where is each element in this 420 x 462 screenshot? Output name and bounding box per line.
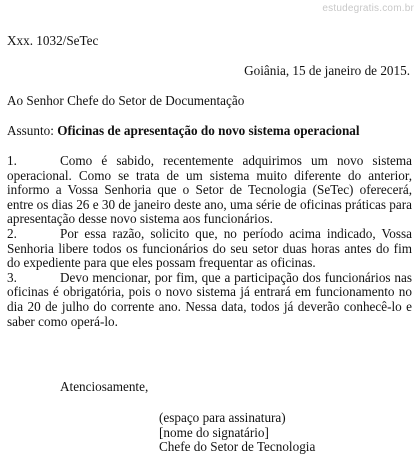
signature-space: (espaço para assinatura) bbox=[159, 410, 286, 425]
signatory-name: [nome do signatário] bbox=[159, 424, 269, 440]
addressee: Ao Senhor Chefe do Setor de Documentação bbox=[7, 93, 245, 108]
paragraph-number: 1. bbox=[7, 153, 17, 168]
paragraph-number: 3. bbox=[7, 269, 17, 285]
place-date: Goiânia, 15 de janeiro de 2015. bbox=[244, 63, 410, 78]
paragraph-number: 2. bbox=[7, 225, 17, 241]
paragraph-3 bbox=[7, 271, 412, 329]
document-reference: Xxx. 1032/SeTec bbox=[7, 33, 99, 48]
watermark: estudegratis.com.br bbox=[322, 3, 414, 14]
subject-line bbox=[7, 124, 360, 139]
subject-label: Assunto: bbox=[7, 123, 58, 138]
closing: Atenciosamente, bbox=[60, 379, 149, 394]
paragraph-text: Por essa razão, solicito que, no período acima indicado, Vossa Senhoria libere todos os funcionários do seu setor duas horas antes do fim do expediente para que eles possam frequentar as oficinas. bbox=[7, 225, 412, 271]
paragraph-text: Devo mencionar, por fim, que a participação dos funcionários nas oficinas é obrigatória, pois o novo sistema já entrará em funcionamento no dia 20 de julho do corrente ano. Nessa data, todos já deverão conhecê-lo e saber como operá-lo. bbox=[7, 269, 412, 329]
paragraph-text: Como é sabido, recentemente adquirimos um novo sistema operacional. Como se trata de um sistema muito diferente do anterior, informo a Vossa Senhoria que o Setor de Tecnologia (SeTec) oferecerá, entre os dias 26 e 30 de janeiro deste ano, uma série de oficinas práticas para apresentação desse novo sistema aos funcionários. bbox=[7, 153, 412, 227]
paragraph-1 bbox=[7, 154, 412, 227]
signatory-title: Chefe do Setor de Tecnologia bbox=[159, 439, 316, 455]
subject-text: Oficinas de apresentação do novo sistema operacional bbox=[57, 123, 360, 138]
letter-body bbox=[7, 154, 412, 329]
signature-block bbox=[159, 411, 315, 455]
paragraph-2 bbox=[7, 227, 412, 271]
